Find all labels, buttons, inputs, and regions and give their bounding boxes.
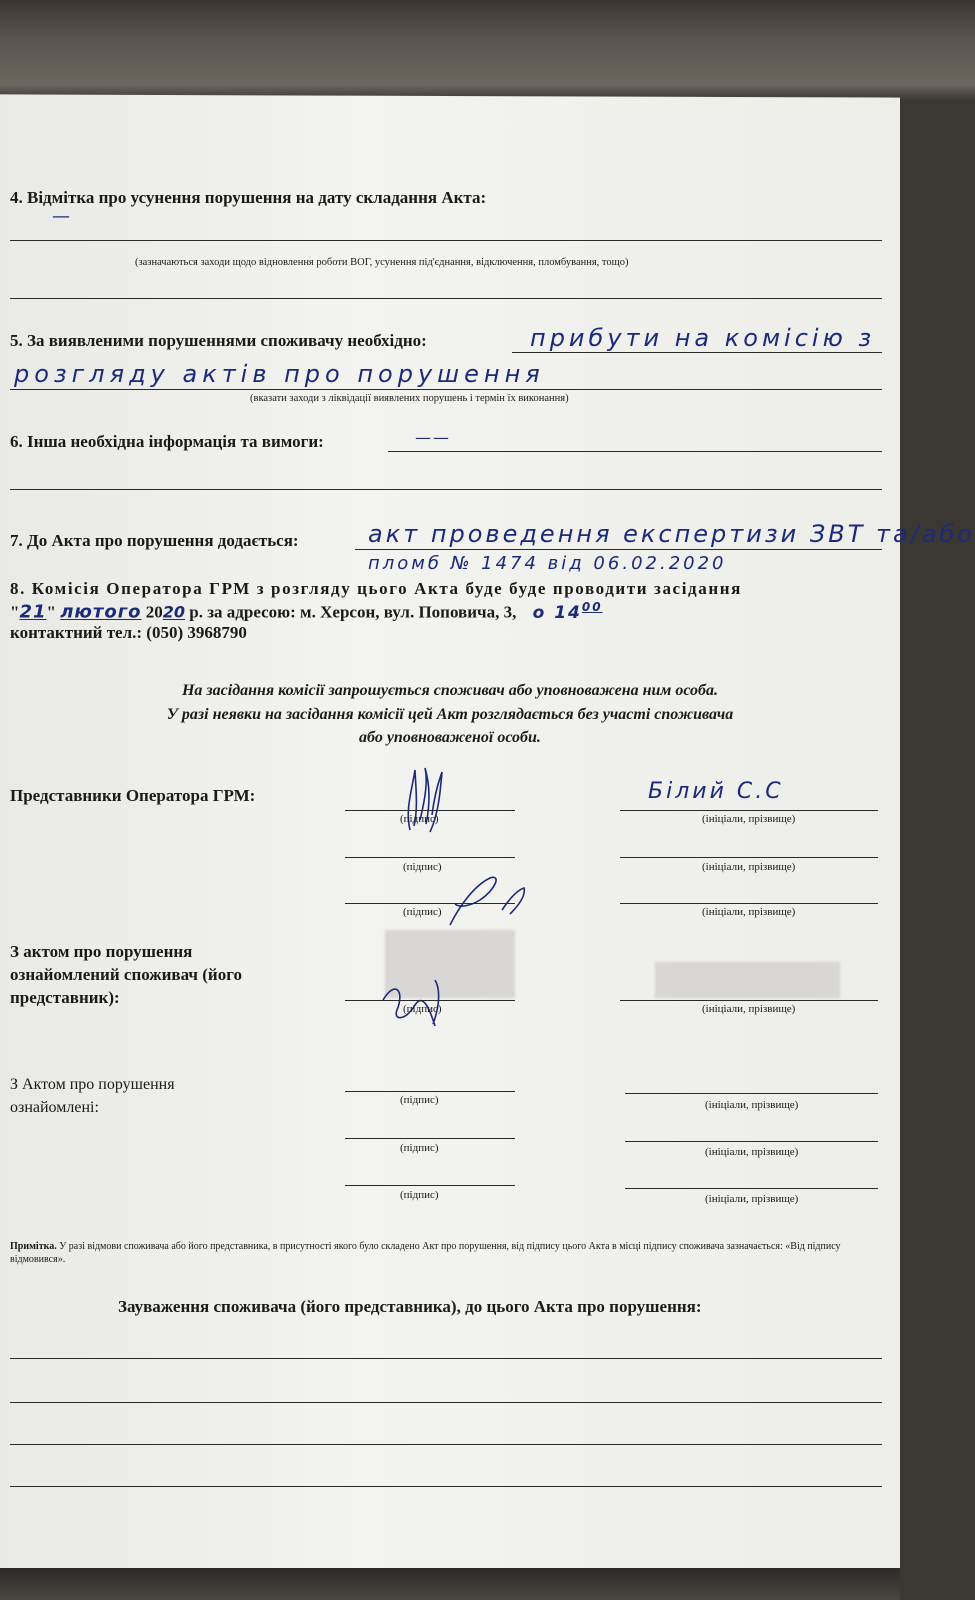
signature-line xyxy=(345,1185,515,1186)
section-5-handwriting-2: розгляду актів про порушення xyxy=(14,360,545,388)
notice-line-3: або уповноваженої особи. xyxy=(359,729,541,746)
rule xyxy=(355,549,882,550)
comment-line xyxy=(10,1444,882,1445)
signature-caption: (підпис) xyxy=(400,1189,439,1201)
acquainted-label-line-1: З Актом про порушення xyxy=(10,1076,175,1093)
representatives-label: Представники Оператора ГРМ: xyxy=(10,786,256,805)
signature-line xyxy=(345,903,515,904)
signature-caption: (підпис) xyxy=(400,813,439,825)
signature-consumer xyxy=(375,960,485,1030)
meeting-time: о 14 xyxy=(532,602,582,623)
name-line xyxy=(620,1000,878,1001)
rule xyxy=(512,352,882,353)
signature-caption: (підпис) xyxy=(403,906,442,918)
signature-line xyxy=(345,810,515,811)
name-line xyxy=(625,1188,878,1189)
comments-title: Зауваження споживача (його представника), до цього Акта про порушення: xyxy=(118,1297,702,1316)
section-7-title: 7. До Акта про порушення додається: xyxy=(10,531,299,550)
name-caption: (ініціали, прізвище) xyxy=(702,1003,796,1015)
signature-caption: (підпис) xyxy=(400,1094,439,1106)
comment-line xyxy=(10,1402,882,1403)
name-line xyxy=(625,1141,878,1142)
signature-line xyxy=(345,1091,515,1092)
rule xyxy=(10,240,882,241)
meeting-address: р. за адресою: м. Херсон, вул. Поповича, 3, xyxy=(189,602,517,622)
rule xyxy=(10,389,882,390)
meeting-month: лютого xyxy=(60,601,142,623)
quote-open: " xyxy=(10,602,20,622)
section-7-handwriting-2: пломб № 1474 від 06.02.2020 xyxy=(368,553,727,574)
section-4-title: 4. Відмітка про усунення порушення на дату складання Акта: xyxy=(10,188,487,207)
signature-line xyxy=(345,857,515,858)
name-line xyxy=(620,810,878,811)
name-line xyxy=(625,1093,878,1094)
table-edge xyxy=(0,1568,900,1600)
name-line xyxy=(620,903,878,904)
redacted-name xyxy=(655,962,840,998)
section-6-dash: —— xyxy=(415,428,451,447)
section-8-line-1: 8. Комісія Оператора ГРМ з розгляду цього Акта буде буде проводити засідання xyxy=(10,579,742,598)
section-5-title: 5. За виявленими порушеннями споживачу необхідно: xyxy=(10,331,427,350)
acquainted-label xyxy=(10,1073,175,1119)
signature-caption: (підпис) xyxy=(403,861,442,873)
section-5-handwriting-1: прибути на комісію з xyxy=(530,324,876,352)
section-4-dash: — xyxy=(52,206,72,227)
signature-caption: (підпис) xyxy=(400,1142,439,1154)
quote-close: " xyxy=(46,602,56,622)
notice-line-1: На засідання комісії запрошується споживач або уповноважена ним особа. xyxy=(181,682,719,699)
rule xyxy=(388,451,882,452)
section-5-caption: (вказати заходи з ліквідації виявлених порушень і термін їх виконання) xyxy=(250,393,569,404)
notice-line-2: У разі неявки на засідання комісії цей Акт розглядається без участі споживача xyxy=(166,706,734,723)
name-caption: (ініціали, прізвище) xyxy=(705,1099,799,1111)
consumer-label-line-3: представник): xyxy=(10,988,120,1007)
section-6-title: 6. Інша необхідна інформація та вимоги: xyxy=(10,432,324,451)
name-caption: (ініціали, прізвище) xyxy=(705,1146,799,1158)
consumer-label-line-1: З актом про порушення xyxy=(10,942,193,961)
comment-line xyxy=(10,1358,882,1359)
rule xyxy=(10,298,882,299)
acquainted-label-line-2: ознайомлені: xyxy=(10,1099,99,1116)
name-caption: (ініціали, прізвище) xyxy=(702,813,796,825)
remark-bold: Примітка. xyxy=(10,1241,57,1252)
remark-text: У разі відмови споживача або його представника, в присутності якого було складено Акт про порушення, від підпису цього Акта в місці підпису споживача зазначається: «Від підпису відмовився». xyxy=(10,1241,841,1265)
signature-caption: (підпис) xyxy=(403,1003,442,1015)
name-line xyxy=(620,857,878,858)
remark xyxy=(10,1240,890,1266)
signature-line xyxy=(345,1138,515,1139)
name-caption: (ініціали, прізвище) xyxy=(702,861,796,873)
name-caption: (ініціали, прізвище) xyxy=(702,906,796,918)
section-4-caption: (зазначаються заходи щодо відновлення роботи ВОГ, усунення під'єднання, відключення, пломбування, тощо) xyxy=(135,257,629,268)
consumer-label-line-2: ознайомлений споживач (його xyxy=(10,965,243,984)
rule xyxy=(10,489,882,490)
contact-phone: контактний тел.: (050) 3968790 xyxy=(10,623,247,642)
signature-line xyxy=(345,1000,515,1001)
consumer-label xyxy=(10,940,242,1009)
name-caption: (ініціали, прізвище) xyxy=(705,1193,799,1205)
meeting-year: 20 xyxy=(162,602,185,622)
section-7-handwriting-1: акт проведення експертизи ЗВТ та/або xyxy=(368,520,975,548)
meeting-time-minutes: 00 xyxy=(581,600,603,614)
meeting-year-prefix: 20 xyxy=(145,602,163,622)
signature-2 xyxy=(440,870,540,930)
section-8-line-2 xyxy=(10,600,603,623)
meeting-day: 21 xyxy=(19,601,47,623)
representative-name-1: Білий С.С xyxy=(648,779,784,804)
comment-line xyxy=(10,1486,882,1487)
